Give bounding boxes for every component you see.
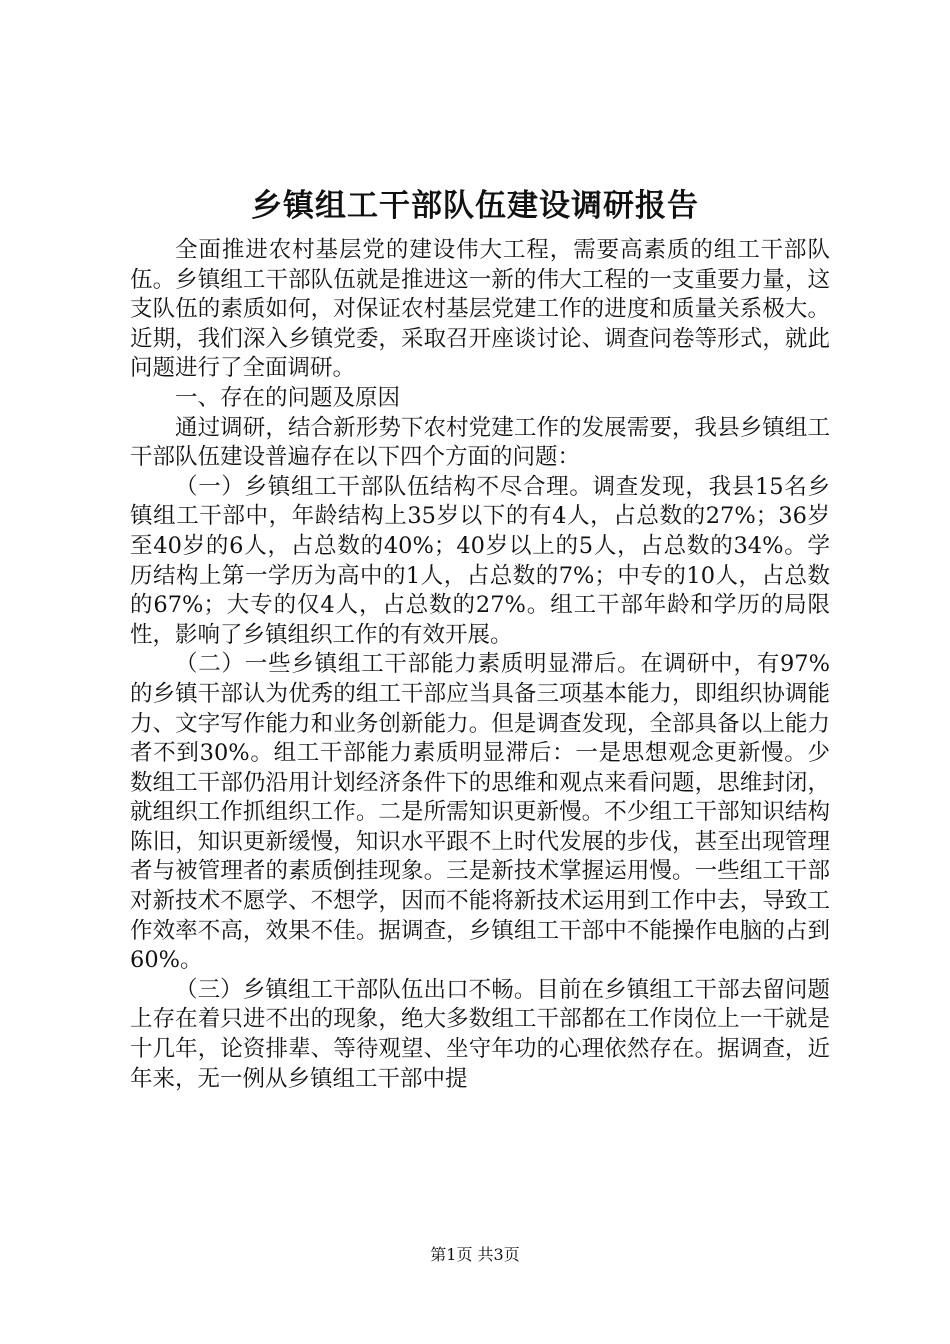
document-title: 乡镇组工干部队伍建设调研报告: [251, 188, 699, 224]
paragraph-issue-2: （二）一些乡镇组工干部能力素质明显滞后。在调研中，有97%的乡镇干部认为优秀的组工干部应当具备三项基本能力，即组织协调能力、文字写作能力和业务创新能力。但是调查发现，全部具备以上能力者不到30%。组工干部能力素质明显滞后：一是思想观念更新慢。少数组工干部仍沿用计划经济条件下的思维和观点来看问题，思维封闭，就组织工作抓组织工作。二是所需知识更新慢。不少组工干部知识结构陈旧，知识更新缓慢，知识水平跟不上时代发展的步伐，甚至出现管理者与被管理者的素质倒挂现象。三是新技术掌握运用慢。一些组工干部对新技术不愿学、不想学，因而不能将新技术运用到工作中去，导致工作效率不高，效果不佳。据调查，乡镇组工干部中不能操作电脑的占到60%。: [130, 651, 830, 974]
paragraph-overview: 通过调研，结合新形势下农村党建工作的发展需要，我县乡镇组工干部队伍建设普遍存在以下四个方面的问题：: [130, 414, 830, 471]
paragraph-intro: 全面推进农村基层党的建设伟大工程，需要高素质的组工干部队伍。乡镇组工干部队伍就是推进这一新的伟大工程的一支重要力量，这支队伍的素质如何，对保证农村基层党建工作的进度和质量关系极大。近期，我们深入乡镇党委，采取召开座谈讨论、调查问卷等形式，就此问题进行了全面调研。: [130, 237, 830, 382]
paragraph-issue-1: （一）乡镇组工干部队伍结构不尽合理。调查发现，我县15名乡镇组工干部中，年龄结构上35岁以下的有4人，占总数的27%；36岁至40岁的6人，占总数的40%；40岁以上的5人，占总数的34%。学历结构上第一学历为高中的1人，占总数的7%；中专的10人，占总数的67%；大专的仅4人，占总数的27%。组工干部年龄和学历的局限性，影响了乡镇组织工作的有效开展。: [130, 473, 830, 648]
page-footer: 第1页 共3页: [430, 1245, 520, 1264]
section-heading: 一、存在的问题及原因: [175, 384, 401, 411]
paragraph-issue-3: （三）乡镇组工干部队伍出口不畅。目前在乡镇组工干部去留问题上存在着只进不出的现象，绝大多数组工干部都在工作岗位上一干就是十几年，论资排辈、等待观望、坐守年功的心理依然存在。据调查，近年来，无一例从乡镇组工干部中提: [130, 976, 830, 1092]
document-body: [130, 236, 830, 1094]
